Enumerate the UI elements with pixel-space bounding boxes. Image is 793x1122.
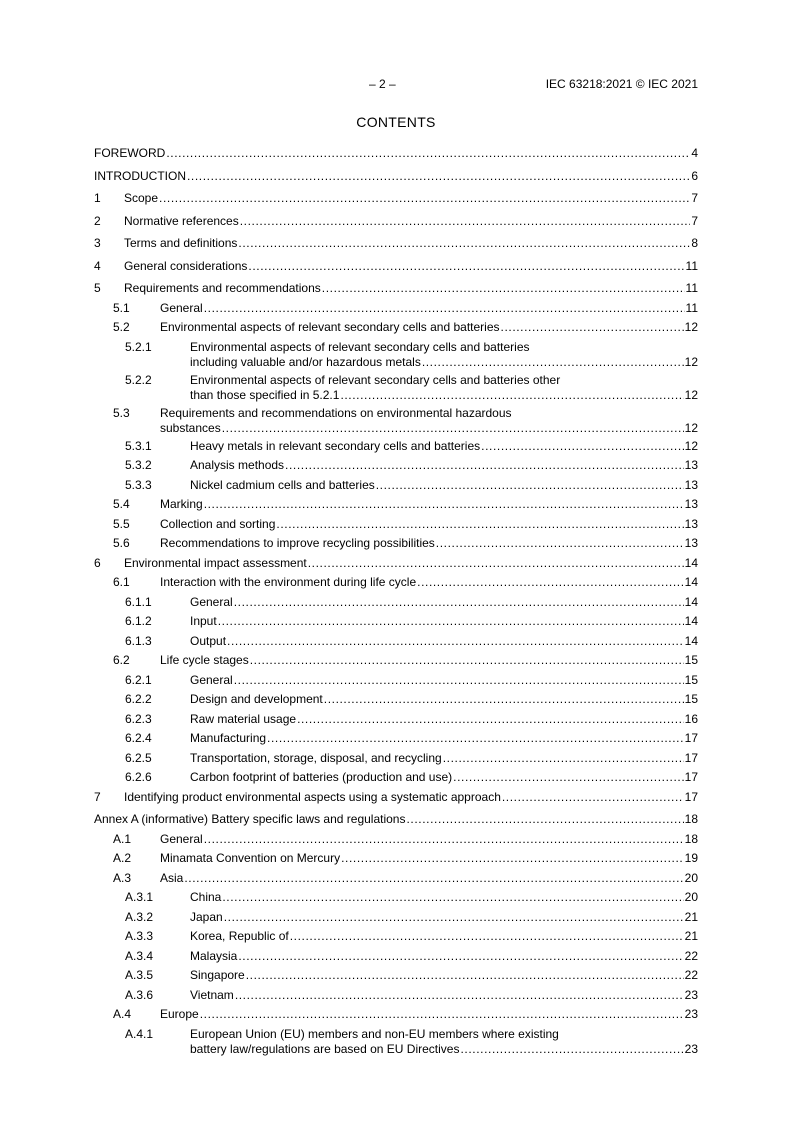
toc-entry-page: 11 xyxy=(685,281,698,295)
toc-entry-page: 11 xyxy=(685,300,698,315)
toc-entry-title: Requirements and recommendations on environmental hazardous xyxy=(160,405,512,420)
dot-leader xyxy=(238,949,683,964)
toc-entry-page: 14 xyxy=(684,614,698,628)
toc-entry-title: Collection and sorting xyxy=(160,516,276,531)
toc-entry-title: Raw material usage xyxy=(190,711,297,726)
toc-entry-title: Recommendations to improve recycling possibilities xyxy=(160,536,435,550)
toc-entry-title: Minamata Convention on Mercury xyxy=(160,851,341,865)
toc-entry-page: 12 xyxy=(684,387,698,402)
toc-entry-title: Output xyxy=(190,633,227,648)
dot-leader xyxy=(235,988,684,1003)
dot-leader xyxy=(502,790,684,805)
toc-entry-number: 4 xyxy=(94,258,101,273)
toc-entry-number: 6.2 xyxy=(113,653,130,667)
toc-entry-number: A.3 xyxy=(113,870,132,885)
page-title: CONTENTS xyxy=(356,114,436,130)
toc-entry-title: Transportation, storage, disposal, and recycling xyxy=(190,750,442,765)
toc-entry-number: 5.5 xyxy=(113,516,130,531)
toc-entry-number: A.1 xyxy=(113,831,132,846)
toc-entry-title-continued: battery law/regulations are based on EU Directives xyxy=(190,1041,460,1056)
toc-entry-title: General xyxy=(160,831,203,846)
toc-entry-title: Nickel cadmium cells and batteries xyxy=(190,477,375,492)
toc-entry-number: A.3.5 xyxy=(125,968,154,982)
toc-entry-page: 23 xyxy=(684,1007,698,1021)
toc-entry-page: 18 xyxy=(684,831,698,846)
dot-leader xyxy=(224,910,684,925)
dot-leader xyxy=(234,595,684,610)
toc-entry-page: 22 xyxy=(684,948,698,963)
dot-leader xyxy=(443,751,684,766)
toc-entry-title-continued: substances xyxy=(160,420,221,435)
dot-leader xyxy=(322,281,685,296)
dot-leader xyxy=(422,355,684,370)
dot-leader xyxy=(436,536,684,551)
toc-entry-page: 4 xyxy=(691,146,698,160)
toc-entry-title: General xyxy=(160,300,203,315)
toc-entry-title: Malaysia xyxy=(190,948,238,963)
toc-entry-number: A.4 xyxy=(113,1007,132,1021)
toc-entry-title: Annex A (informative) Battery specific laws and regulations xyxy=(94,812,406,826)
toc-entry-title: Input xyxy=(190,614,217,628)
toc-entry-page: 13 xyxy=(684,477,698,492)
dot-leader xyxy=(297,712,684,727)
toc-entry-title: Terms and definitions xyxy=(124,236,238,250)
toc-entry-title: Identifying product environmental aspects using a systematic approach xyxy=(124,789,501,804)
toc-entry-page: 13 xyxy=(684,516,698,531)
toc-entry-number: 6.1.3 xyxy=(125,633,152,648)
toc-entry-title-continued: including valuable and/or hazardous metals xyxy=(190,354,421,369)
toc-entry-title: General xyxy=(190,672,233,687)
toc-entry-title: Life cycle stages xyxy=(160,653,249,667)
toc-entry-number: A.4.1 xyxy=(125,1026,154,1041)
toc-entry-title: Design and development xyxy=(190,692,323,706)
toc-entry-title: General considerations xyxy=(124,258,248,273)
toc-entry-page: 20 xyxy=(684,870,698,885)
toc-entry-title: Interaction with the environment during life cycle xyxy=(160,575,417,589)
toc-entry-number: 6 xyxy=(94,555,101,570)
toc-entry-title: Korea, Republic of xyxy=(190,929,289,943)
dot-leader xyxy=(341,851,684,866)
toc-entry-number: 5.1 xyxy=(113,300,130,315)
toc-entry-page: 7 xyxy=(691,213,698,228)
toc-entry-page: 21 xyxy=(684,909,698,924)
toc-entry-page: 6 xyxy=(691,168,698,183)
toc-entry-title: Europe xyxy=(160,1007,199,1021)
toc-entry-title: China xyxy=(190,890,222,904)
dot-leader xyxy=(234,673,684,688)
dot-leader xyxy=(246,968,684,983)
dot-leader xyxy=(218,614,684,629)
toc-entry-number: 5.2.1 xyxy=(125,339,152,354)
toc-entry-title: Japan xyxy=(190,909,223,924)
toc-entry-number: A.3.6 xyxy=(125,987,154,1002)
toc-entry-title: INTRODUCTION xyxy=(94,168,186,183)
dot-leader xyxy=(290,929,684,944)
toc-entry-number: 6.1.1 xyxy=(125,594,152,609)
toc-entry-title: Marking xyxy=(160,497,203,511)
toc-entry-number: 5.6 xyxy=(113,536,130,550)
toc-entry-page: 14 xyxy=(684,555,698,570)
toc-entry-number: 2 xyxy=(94,213,101,228)
toc-entry-page: 17 xyxy=(684,731,698,745)
standard-reference: IEC 63218:2021 © IEC 2021 xyxy=(545,77,698,91)
toc-entry-number: A.3.1 xyxy=(125,890,154,904)
dot-leader xyxy=(453,770,683,785)
toc-entry-title: General xyxy=(190,594,233,609)
toc-entry-title: Vietnam xyxy=(190,987,234,1002)
toc-entry-number: 1 xyxy=(94,191,101,205)
toc-entry-page: 15 xyxy=(684,653,698,667)
toc-entry-title: European Union (EU) members and non-EU members where existing xyxy=(190,1026,559,1041)
toc-entry-title: Normative references xyxy=(124,213,239,228)
toc-entry-number: 5.2.2 xyxy=(125,372,152,387)
toc-entry-page: 21 xyxy=(684,929,698,943)
dot-leader xyxy=(240,214,691,229)
toc-entry-page: 22 xyxy=(684,968,698,982)
toc-entry-page: 18 xyxy=(684,812,698,826)
toc-entry-title: Environmental aspects of relevant secondary cells and batteries xyxy=(160,320,500,334)
toc-entry-page: 17 xyxy=(684,750,698,765)
toc-entry-title: Manufacturing xyxy=(190,731,267,745)
toc-entry-title: Singapore xyxy=(190,968,245,982)
page-number: – 2 – xyxy=(369,77,396,91)
toc-entry-number: 5.4 xyxy=(113,497,130,511)
toc-entry-page: 14 xyxy=(684,575,698,589)
toc-entry-page: 23 xyxy=(684,1041,698,1056)
toc-entry-number: A.3.2 xyxy=(125,909,154,924)
dot-leader xyxy=(267,731,684,746)
toc-entry-number: A.2 xyxy=(113,851,132,865)
toc-entry-page: 7 xyxy=(691,191,698,205)
toc-entry-number: 5.3 xyxy=(113,405,130,420)
dot-leader xyxy=(308,556,684,571)
toc-entry-number: 6.2.2 xyxy=(125,692,152,706)
toc-entry-page: 23 xyxy=(684,987,698,1002)
toc-entry-title: Carbon footprint of batteries (production and use) xyxy=(190,770,453,784)
dot-leader xyxy=(481,439,683,454)
dot-leader xyxy=(460,1042,683,1057)
toc-entry-number: 6.1.2 xyxy=(125,614,152,628)
toc-entry-title-continued: than those specified in 5.2.1 xyxy=(190,387,340,402)
toc-entry-title: Requirements and recommendations xyxy=(124,281,321,295)
toc-entry-number: 6.2.3 xyxy=(125,711,152,726)
toc-entry-number: 5.3.2 xyxy=(125,458,152,472)
toc-entry-number: 6.2.4 xyxy=(125,731,152,745)
dot-leader xyxy=(324,692,684,707)
toc-entry-page: 19 xyxy=(684,851,698,865)
toc-entry-page: 20 xyxy=(684,890,698,904)
toc-entry-number: 5.3.1 xyxy=(125,438,152,453)
toc-entry-page: 13 xyxy=(684,497,698,511)
dot-leader xyxy=(285,458,684,473)
dot-leader xyxy=(250,653,684,668)
toc-entry-number: 6.2.1 xyxy=(125,672,152,687)
dot-leader xyxy=(204,497,684,512)
page-header xyxy=(94,77,698,93)
dot-leader xyxy=(276,517,683,532)
toc-entry-title: Environmental aspects of relevant secondary cells and batteries other xyxy=(190,372,561,387)
toc-entry-title: Scope xyxy=(124,191,159,205)
dot-leader xyxy=(417,575,684,590)
toc-entry-page: 14 xyxy=(684,633,698,648)
toc-entry-page: 13 xyxy=(684,536,698,550)
dot-leader xyxy=(200,1007,684,1022)
dot-leader xyxy=(184,871,683,886)
dot-leader xyxy=(248,259,684,274)
toc-entry-number: 6.2.6 xyxy=(125,770,152,784)
toc-entry-number: 7 xyxy=(94,789,101,804)
dot-leader xyxy=(376,478,684,493)
dot-leader xyxy=(159,191,690,206)
dot-leader xyxy=(222,421,684,436)
toc-entry-number: A.3.3 xyxy=(125,929,154,943)
toc-entry-page: 12 xyxy=(684,320,698,334)
dot-leader xyxy=(204,832,684,847)
toc-entry-number: 5 xyxy=(94,281,101,295)
toc-entry-number: 6.1 xyxy=(113,575,130,589)
toc-entry-page: 12 xyxy=(684,354,698,369)
toc-entry-page: 15 xyxy=(684,692,698,706)
toc-entry-page: 17 xyxy=(684,770,698,784)
toc-entry-page: 14 xyxy=(684,594,698,609)
dot-leader xyxy=(227,634,684,649)
toc-entry-title: FOREWORD xyxy=(94,146,166,160)
toc-entry-title: Environmental aspects of relevant secondary cells and batteries xyxy=(190,339,530,354)
toc-entry-page: 13 xyxy=(684,458,698,472)
toc-entry-number: 5.2 xyxy=(113,320,130,334)
toc-entry-number: 3 xyxy=(94,236,101,250)
toc-entry-page: 17 xyxy=(684,789,698,804)
toc-entry-page: 8 xyxy=(691,236,698,250)
toc-entry-number: A.3.4 xyxy=(125,948,154,963)
dot-leader xyxy=(238,236,690,251)
toc-entry-title: Analysis methods xyxy=(190,458,285,472)
dot-leader xyxy=(406,812,683,827)
toc-entry-page: 15 xyxy=(684,672,698,687)
toc-entry-title: Environmental impact assessment xyxy=(124,555,307,570)
toc-entry-page: 11 xyxy=(685,258,698,273)
dot-leader xyxy=(166,146,690,161)
toc-entry-page: 16 xyxy=(684,711,698,726)
dot-leader xyxy=(501,320,684,335)
dot-leader xyxy=(187,169,690,184)
dot-leader xyxy=(204,301,685,316)
toc-entry-page: 12 xyxy=(684,420,698,435)
toc-entry-title: Asia xyxy=(160,870,184,885)
dot-leader xyxy=(222,890,683,905)
dot-leader xyxy=(340,388,683,403)
toc-entry-number: 5.3.3 xyxy=(125,477,152,492)
toc-entry-title: Heavy metals in relevant secondary cells and batteries xyxy=(190,438,481,453)
toc-entry-page: 12 xyxy=(684,438,698,453)
toc-entry-number: 6.2.5 xyxy=(125,750,152,765)
